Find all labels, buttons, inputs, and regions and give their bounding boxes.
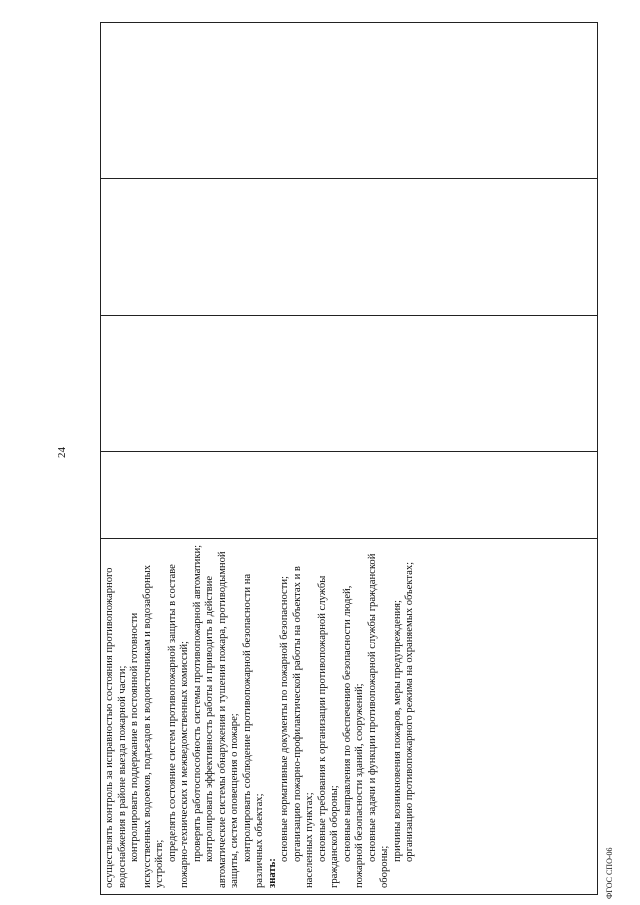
content-line: организацию противопожарного режима на охраняемых объектах; [404, 561, 415, 862]
doc-code: ФГОС СПО-06 [605, 847, 614, 899]
content-line: основные направления по обеспечению безопасности людей, пожарной безопасности зданий, сооружений; [341, 585, 365, 888]
page-number-text: 24 [56, 447, 68, 458]
content-text [101, 539, 417, 894]
content-line: основные требования к организации противопожарной службы гражданской обороны; [316, 575, 340, 888]
empty-cell [101, 452, 598, 539]
page-number [56, 0, 76, 905]
content-line: причины возникновения пожаров, меры предупреждения; [391, 600, 403, 862]
content-line: контролировать эффективность работы и приводить в действие автоматические системы обнаружения и тушения пожара, противодымной защиты, систем оповещения о пожаре; [204, 551, 240, 888]
content-line: контролировать поддержание в постоянной готовности искусственных водоемов, подъездов к водоисточникам и водозаборных устройств; [129, 564, 165, 888]
empty-cell [101, 316, 598, 452]
content-line: проверять работоспособность системы противопожарной автоматики; [191, 544, 203, 862]
empty-cell [101, 179, 598, 316]
content-line: знать: [266, 858, 278, 888]
content-line: основные задачи и функции противопожарной службы гражданской обороны; [366, 553, 390, 888]
content-cell [101, 539, 598, 895]
content-line: определять состояние систем противопожарной защиты в составе пожарно-технических и межведомственных комиссий; [166, 564, 190, 888]
content-line: основные нормативные документы по пожарной безопасности; [279, 576, 290, 862]
content-line: контролировать соблюдение противопожарной безопасности на различных объектах; [241, 573, 265, 888]
table-frame [100, 22, 598, 895]
content-line: организацию пожарно-профилактической работы на объектах и в населенных пунктах; [291, 566, 315, 888]
content-line: осуществлять контроль за исправностью состояния противопожарного водоснабжения в районе выезда пожарной части; [104, 567, 128, 888]
empty-cell [101, 23, 598, 179]
